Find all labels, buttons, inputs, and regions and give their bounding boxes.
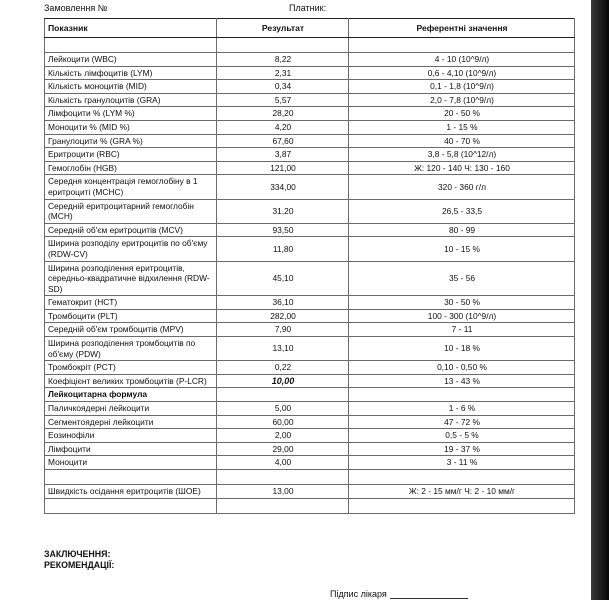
reference-range: 26,5 - 33,5 xyxy=(349,199,575,223)
table-row xyxy=(45,309,575,323)
indicator-name: Гранулоцити % (GRA %) xyxy=(45,134,217,148)
indicator-name: Середній об'єм тромбоцитів (MPV) xyxy=(45,323,217,337)
result-value: 29,00 xyxy=(217,442,349,456)
result-value: 2,31 xyxy=(217,66,349,80)
result-value: 4,00 xyxy=(217,456,349,470)
table-row xyxy=(45,107,575,121)
reference-range: 3 - 11 % xyxy=(349,456,575,470)
reference-range: 0,5 - 5 % xyxy=(349,429,575,443)
page-edge-shadow xyxy=(591,0,609,600)
order-number-label: Замовлення № xyxy=(44,3,108,13)
reference-range: 1 - 15 % xyxy=(349,120,575,134)
table-row xyxy=(45,93,575,107)
payer-label: Платник: xyxy=(289,3,327,13)
result-value: 31,20 xyxy=(217,199,349,223)
result-value: 2,00 xyxy=(217,429,349,443)
table-row xyxy=(45,80,575,94)
table-row xyxy=(45,161,575,175)
result-value: 93,50 xyxy=(217,223,349,237)
results-table-body xyxy=(45,38,575,514)
table-row xyxy=(45,66,575,80)
indicator-name: Моноцити xyxy=(45,456,217,470)
column-header-result: Результат xyxy=(217,19,349,38)
doctor-signature-field xyxy=(330,589,468,599)
reference-range: 30 - 50 % xyxy=(349,296,575,310)
table-row xyxy=(45,296,575,310)
indicator-name: Гемоглобін (HGB) xyxy=(45,161,217,175)
reference-range: 0,6 - 4,10 (10^9/л) xyxy=(349,66,575,80)
signature-line xyxy=(390,591,468,599)
result-value: 334,00 xyxy=(217,175,349,199)
result-value: 45,10 xyxy=(217,261,349,296)
indicator-name: Еритроцити (RBC) xyxy=(45,148,217,162)
indicator-name: Еозинофіли xyxy=(45,429,217,443)
table-row xyxy=(45,442,575,456)
reference-range: Ж: 2 - 15 мм/г Ч: 2 - 10 мм/г xyxy=(349,485,575,499)
result-value: 5,00 xyxy=(217,402,349,416)
reference-range: Ж: 120 - 140 Ч: 130 - 160 xyxy=(349,161,575,175)
recommendations-label: РЕКОМЕНДАЦІЇ: xyxy=(44,560,115,570)
table-row xyxy=(45,361,575,375)
table-row xyxy=(45,261,575,296)
table-row xyxy=(45,237,575,261)
reference-range: 35 - 56 xyxy=(349,261,575,296)
spacer-row xyxy=(45,498,575,513)
results-table xyxy=(44,18,575,514)
table-row xyxy=(45,429,575,443)
indicator-name: Кількість лімфоцитів (LYM) xyxy=(45,66,217,80)
result-value: 28,20 xyxy=(217,107,349,121)
reference-range: 80 - 99 xyxy=(349,223,575,237)
reference-range: 3,8 - 5,8 (10^12/л) xyxy=(349,148,575,162)
indicator-name: Тромбокріт (PCT) xyxy=(45,361,217,375)
indicator-name: Лейкоцити (WBC) xyxy=(45,53,217,67)
table-row xyxy=(45,374,575,388)
reference-range: 100 - 300 (10^9/л) xyxy=(349,309,575,323)
reference-range: 1 - 6 % xyxy=(349,402,575,416)
table-row xyxy=(45,485,575,499)
indicator-name: Паличкоядерні лейкоцити xyxy=(45,402,217,416)
indicator-name: Лімфоцити % (LYM %) xyxy=(45,107,217,121)
result-value: 0,34 xyxy=(217,80,349,94)
result-value: 282,00 xyxy=(217,309,349,323)
conclusion-label: ЗАКЛЮЧЕННЯ: xyxy=(44,549,111,559)
section-header-row xyxy=(45,388,575,402)
result-value: 0,22 xyxy=(217,361,349,375)
indicator-name: Середній об'єм еритроцитів (MCV) xyxy=(45,223,217,237)
indicator-name: Середній еритроцитарний гемоглобін (MCH) xyxy=(45,199,217,223)
table-row xyxy=(45,175,575,199)
result-value: 5,57 xyxy=(217,93,349,107)
reference-range: 40 - 70 % xyxy=(349,134,575,148)
reference-range: 320 - 360 г/л xyxy=(349,175,575,199)
indicator-name: Тромбоцити (PLT) xyxy=(45,309,217,323)
leukocyte-formula-title: Лейкоцитарна формула xyxy=(45,388,217,402)
reference-range: 4 - 10 (10^9/л) xyxy=(349,53,575,67)
reference-range: 0,1 - 1,8 (10^9/л) xyxy=(349,80,575,94)
table-row xyxy=(45,134,575,148)
signature-label: Підпис лікаря xyxy=(330,589,387,599)
column-header-indicator: Показник xyxy=(45,19,217,38)
table-row xyxy=(45,415,575,429)
result-value: 121,00 xyxy=(217,161,349,175)
indicator-name: Кількість гранулоцитів (GRA) xyxy=(45,93,217,107)
indicator-name: Ширина розподілення тромбоцитів по об'єму (PDW) xyxy=(45,337,217,361)
table-row xyxy=(45,402,575,416)
indicator-name: Сегментоядерні лейкоцити xyxy=(45,415,217,429)
result-value: 7,90 xyxy=(217,323,349,337)
reference-range: 47 - 72 % xyxy=(349,415,575,429)
indicator-name: Ширина розподілення еритроцитів, середньо-квадратичне відхилення (RDW-SD) xyxy=(45,261,217,296)
indicator-name: Кількість моноцитів (MID) xyxy=(45,80,217,94)
indicator-name: Лімфоцити xyxy=(45,442,217,456)
indicator-name: Ширина розподілу еритроцитів по об'єму (RDW-CV) xyxy=(45,237,217,261)
reference-range: 0,10 - 0,50 % xyxy=(349,361,575,375)
indicator-name: Швидкість осідання еритроцитів (ШОЕ) xyxy=(45,485,217,499)
indicator-name: Середня концентрація гемоглобіну в 1 еритроциті (MCHC) xyxy=(45,175,217,199)
indicator-name: Коефіцієнт великих тромбоцитів (P-LCR) xyxy=(45,374,217,388)
reference-range: 13 - 43 % xyxy=(349,374,575,388)
reference-range: 20 - 50 % xyxy=(349,107,575,121)
reference-range: 10 - 15 % xyxy=(349,237,575,261)
table-header-row xyxy=(45,19,575,38)
result-value: 8,22 xyxy=(217,53,349,67)
reference-range: 10 - 18 % xyxy=(349,337,575,361)
indicator-name: Гематокрит (HCT) xyxy=(45,296,217,310)
result-value: 11,80 xyxy=(217,237,349,261)
result-value: 13,00 xyxy=(217,485,349,499)
spacer-row xyxy=(45,470,575,485)
table-row xyxy=(45,199,575,223)
result-value: 67,60 xyxy=(217,134,349,148)
table-row xyxy=(45,223,575,237)
reference-range: 7 - 11 xyxy=(349,323,575,337)
indicator-name: Моноцити % (MID %) xyxy=(45,120,217,134)
result-value: 60,00 xyxy=(217,415,349,429)
table-row xyxy=(45,337,575,361)
reference-range: 2,0 - 7,8 (10^9/л) xyxy=(349,93,575,107)
table-row xyxy=(45,53,575,67)
result-value: 3,87 xyxy=(217,148,349,162)
table-row xyxy=(45,323,575,337)
result-value: 36,10 xyxy=(217,296,349,310)
table-row xyxy=(45,456,575,470)
table-row xyxy=(45,120,575,134)
column-header-reference: Референтні значення xyxy=(349,19,575,38)
reference-range: 19 - 37 % xyxy=(349,442,575,456)
spacer-row xyxy=(45,38,575,53)
result-value: 13,10 xyxy=(217,337,349,361)
result-value: 4,20 xyxy=(217,120,349,134)
result-value-highlighted: 10,00 xyxy=(217,374,349,388)
table-row xyxy=(45,148,575,162)
